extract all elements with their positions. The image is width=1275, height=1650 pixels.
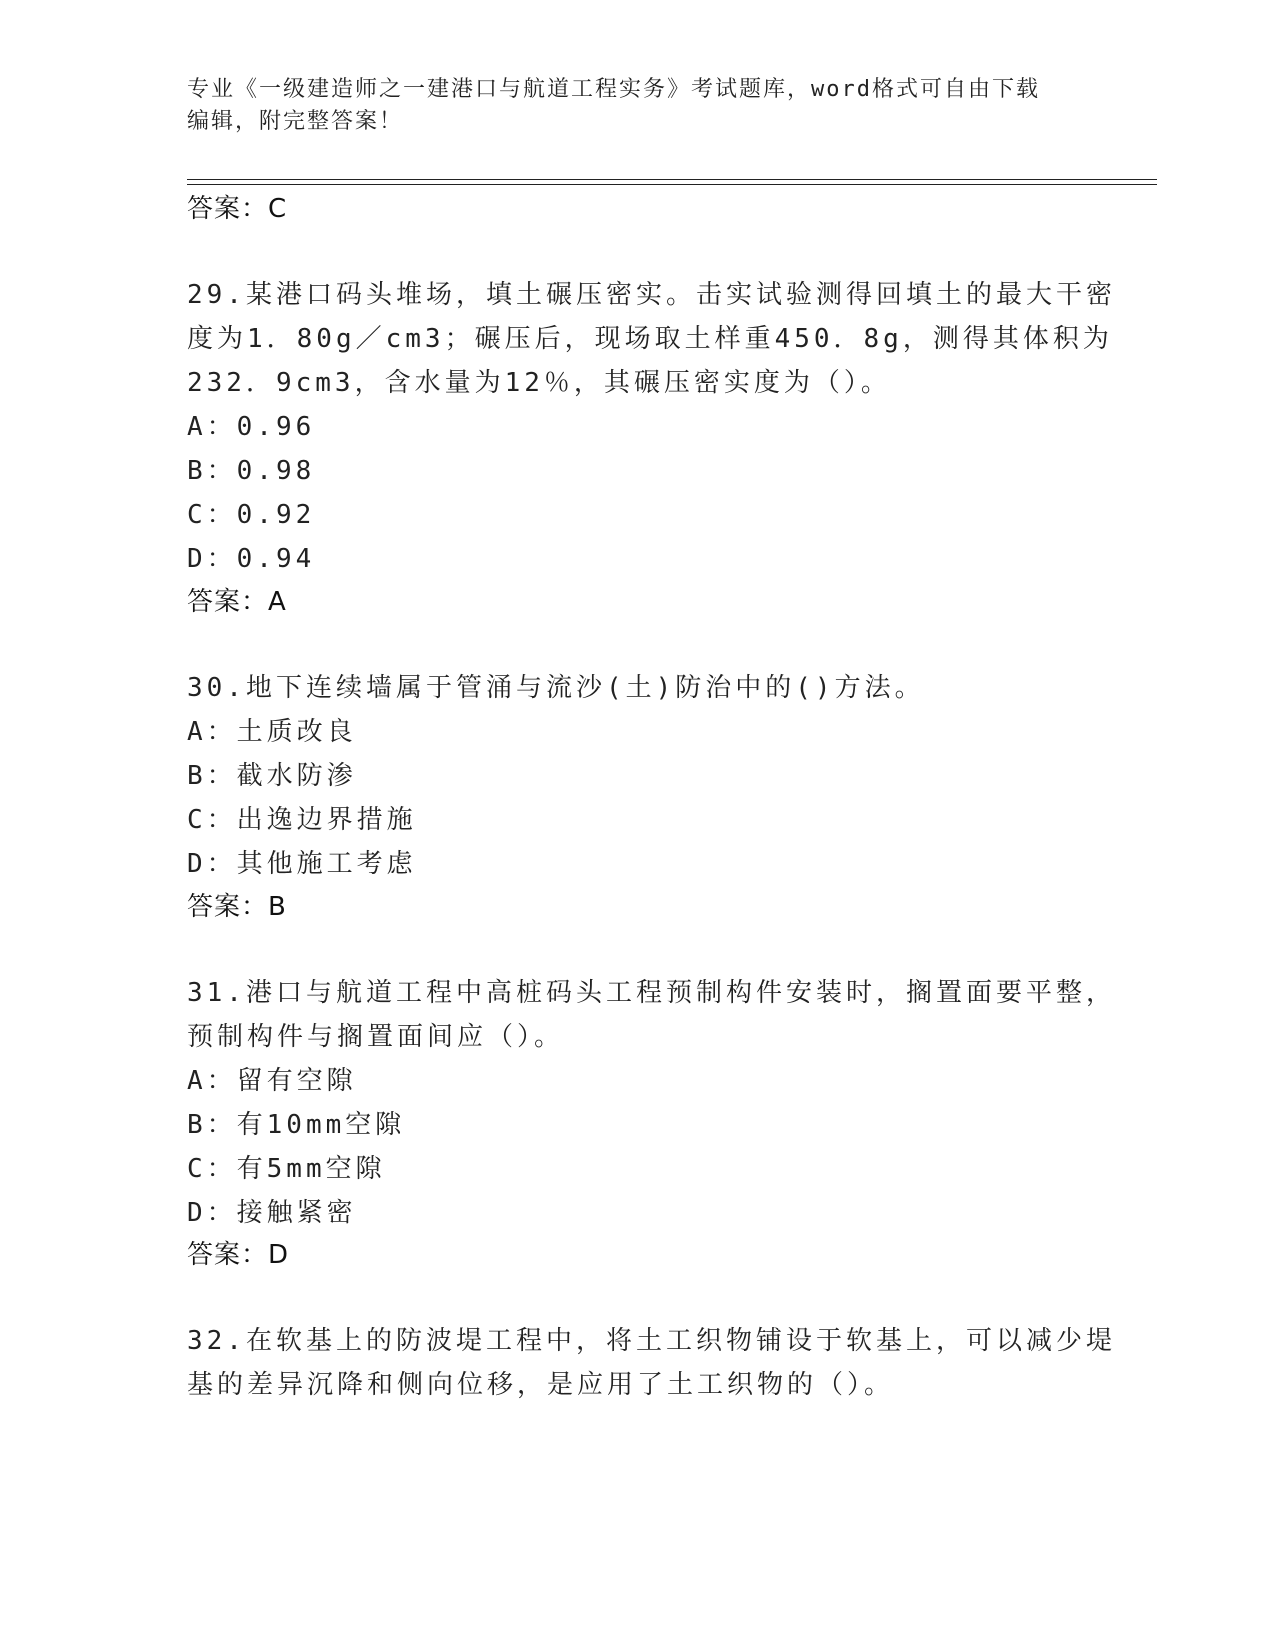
- question-29-option-b: B：0.98: [187, 456, 316, 486]
- question-30-option-d: D：其他施工考虑: [187, 849, 417, 879]
- header-divider-bottom: [187, 184, 1157, 185]
- answer-q31: 答案：D: [187, 1240, 290, 1270]
- question-31-option-a: A：留有空隙: [187, 1066, 357, 1096]
- question-32-stem-line-2: 基的差异沉降和侧向位移，是应用了土工织物的（）。: [187, 1370, 895, 1400]
- header-line-2: 编辑，附完整答案！: [187, 109, 404, 134]
- question-30-option-c: C：出逸边界措施: [187, 805, 417, 835]
- answer-q30: 答案：B: [187, 892, 287, 922]
- question-31-option-d: D：接触紧密: [187, 1198, 357, 1228]
- question-31-option-b: B：有10mm空隙: [187, 1110, 406, 1140]
- question-32-stem-line-1: 32.在软基上的防波堤工程中，将土工织物铺设于软基上，可以减少堤: [187, 1326, 1116, 1356]
- question-29-stem-line-3: 232．9cm3，含水量为12％，其碾压密实度为（）。: [187, 368, 891, 398]
- document-header: [187, 74, 1087, 138]
- question-31-stem-line-1: 31.港口与航道工程中高桩码头工程预制构件安装时，搁置面要平整，: [187, 978, 1116, 1008]
- header-line-1: 专业《一级建造师之一建港口与航道工程实务》考试题库，word格式可自由下载: [187, 77, 1040, 102]
- question-30-stem-line-1: 30.地下连续墙属于管涌与流沙(土)防治中的()方法。: [187, 673, 925, 703]
- answer-q29: 答案：A: [187, 587, 287, 617]
- question-29-stem-line-1: 29.某港口码头堆场，填土碾压密实。击实试验测得回填土的最大干密: [187, 280, 1116, 310]
- question-31-stem-line-2: 预制构件与搁置面间应（）。: [187, 1022, 565, 1052]
- question-30-option-b: B：截水防渗: [187, 761, 357, 791]
- question-29-stem-line-2: 度为1．80g／cm3；碾压后，现场取土样重450．8g，测得其体积为: [187, 324, 1113, 354]
- header-divider-top: [187, 179, 1157, 180]
- question-30-option-a: A：土质改良: [187, 717, 357, 747]
- question-29-option-a: A：0.96: [187, 412, 316, 442]
- question-29-option-d: D：0.94: [187, 544, 316, 574]
- answer-q28: 答案：C: [187, 194, 288, 224]
- question-31-option-c: C：有5mm空隙: [187, 1154, 386, 1184]
- question-29-option-c: C：0.92: [187, 500, 316, 530]
